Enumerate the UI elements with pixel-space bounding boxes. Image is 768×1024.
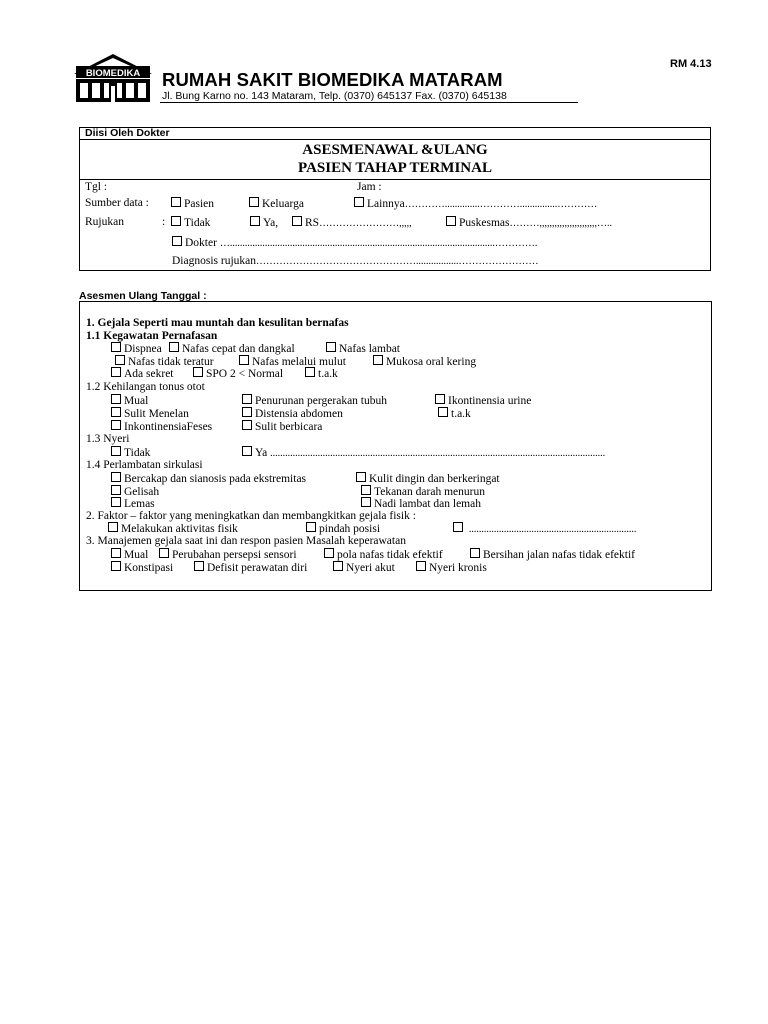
logo-text: BIOMEDIKA (85, 68, 141, 79)
checkbox[interactable] (305, 367, 315, 377)
checkbox[interactable] (111, 367, 121, 377)
referral-diagnosis-field[interactable]: Diagnosis rujukan………………………………………….................…………………… (172, 255, 539, 267)
option-faktor-lainnya[interactable]: ................................................................... (453, 522, 636, 535)
checkbox[interactable] (292, 216, 302, 226)
option-mukosa-oral-kering[interactable]: Mukosa oral kering (373, 355, 476, 368)
referral-option-tidak[interactable]: Tidak (171, 216, 210, 229)
option-tekanan-darah[interactable]: Tekanan darah menurun (361, 485, 485, 498)
question-1-3-title: 1.3 Nyeri (86, 433, 130, 445)
option-spo2[interactable]: SPO 2 < Normal (193, 367, 283, 380)
referral-label: Rujukan (85, 216, 124, 228)
checkbox[interactable] (239, 355, 249, 365)
checkbox[interactable] (250, 216, 260, 226)
box-divider (79, 139, 711, 140)
question-2-title: 2. Faktor – faktor yang meningkatkan dan membangkitkan gejala fisik : (86, 510, 416, 522)
option-nadi-lambat[interactable]: Nadi lambat dan lemah (361, 497, 481, 510)
checkbox[interactable] (171, 197, 181, 207)
option-nyeri-ya[interactable]: Ya ...................................................................................................................................... (242, 446, 605, 459)
option-defisit-perawatan[interactable]: Defisit perawatan diri (194, 561, 307, 574)
option-tak-2[interactable]: t.a.k (438, 407, 471, 420)
option-pola-nafas[interactable]: pola nafas tidak efektif (324, 548, 443, 561)
source-option-keluarga[interactable]: Keluarga (249, 197, 304, 210)
reassessment-date-label: Asesmen Ulang Tanggal : (79, 290, 207, 302)
option-konstipasi[interactable]: Konstipasi (111, 561, 173, 574)
checkbox[interactable] (171, 216, 181, 226)
checkbox[interactable] (242, 407, 252, 417)
question-3-title: 3. Manajemen gejala saat ini dan respon pasien Masalah keperawatan (86, 535, 406, 547)
option-sulit-berbicara[interactable]: Sulit berbicara (242, 420, 322, 433)
option-distensia-abdomen[interactable]: Distensia abdomen (242, 407, 343, 420)
option-ikontinensia-urine[interactable]: Ikontinensia urine (435, 394, 531, 407)
checkbox[interactable] (326, 342, 336, 352)
checkbox[interactable] (356, 472, 366, 482)
option-nyeri-akut[interactable]: Nyeri akut (333, 561, 395, 574)
hospital-logo (72, 52, 154, 104)
checkbox[interactable] (159, 548, 169, 558)
referral-option-dokter[interactable]: Dokter …..........................................................................................................…………. (172, 236, 537, 249)
source-label: Sumber data : (85, 197, 149, 209)
option-mual-3[interactable]: Mual (111, 548, 148, 561)
checkbox[interactable] (193, 367, 203, 377)
option-bersihan-jalan-nafas[interactable]: Bersihan jalan nafas tidak efektif (470, 548, 635, 561)
checkbox[interactable] (324, 548, 334, 558)
option-nafas-lambat[interactable]: Nafas lambat (326, 342, 400, 355)
option-penurunan-pergerakan[interactable]: Penurunan pergerakan tubuh (242, 394, 387, 407)
checkbox[interactable] (242, 420, 252, 430)
box-divider (79, 179, 711, 180)
checkbox[interactable] (111, 407, 121, 417)
checkbox[interactable] (438, 407, 448, 417)
option-nafas-tidak-teratur[interactable]: Nafas tidak teratur (115, 355, 214, 368)
checkbox[interactable] (111, 548, 121, 558)
source-option-pasien[interactable]: Pasien (171, 197, 214, 210)
checkbox[interactable] (242, 446, 252, 456)
checkbox[interactable] (354, 197, 364, 207)
option-dispnea[interactable]: Dispnea (111, 342, 162, 355)
question-1-4-title: 1.4 Perlambatan sirkulasi (86, 459, 203, 471)
source-option-lainnya[interactable]: Lainnya…………..............…………...............………… (354, 197, 597, 210)
option-kulit-dingin[interactable]: Kulit dingin dan berkeringat (356, 472, 500, 485)
checkbox[interactable] (169, 342, 179, 352)
option-tak-1[interactable]: t.a.k (305, 367, 338, 380)
option-aktivitas-fisik[interactable]: Melakukan aktivitas fisik (108, 522, 238, 535)
checkbox[interactable] (373, 355, 383, 365)
option-persepsi-sensori[interactable]: Perubahan persepsi sensori (159, 548, 297, 561)
checkbox[interactable] (306, 522, 316, 532)
checkbox[interactable] (333, 561, 343, 571)
header-divider (160, 102, 578, 103)
checkbox[interactable] (361, 497, 371, 507)
checkbox[interactable] (111, 420, 121, 430)
hospital-address: Jl. Bung Karno no. 143 Mataram, Telp. (0370) 645137 Fax. (0370) 645138 (162, 90, 507, 102)
checkbox[interactable] (416, 561, 426, 571)
checkbox[interactable] (111, 342, 121, 352)
referral-option-puskesmas[interactable]: Puskesmas………,,,,,,,,,,,,,,,,,,,,,,,….. (446, 216, 612, 229)
checkbox[interactable] (111, 485, 121, 495)
hospital-name: RUMAH SAKIT BIOMEDIKA MATARAM (162, 69, 503, 90)
option-nafas-melalui-mulut[interactable]: Nafas melalui mulut (239, 355, 346, 368)
filled-by-label: Diisi Oleh Dokter (85, 127, 170, 139)
option-lemas[interactable]: Lemas (111, 497, 155, 510)
option-nyeri-tidak[interactable]: Tidak (111, 446, 150, 459)
option-nafas-cepat[interactable]: Nafas cepat dan dangkal (169, 342, 295, 355)
form-title-line2: PASIEN TAHAP TERMINAL (298, 160, 492, 176)
checkbox[interactable] (111, 561, 121, 571)
option-ada-sekret[interactable]: Ada sekret (111, 367, 174, 380)
checkbox[interactable] (108, 522, 118, 532)
form-code: RM 4.13 (670, 58, 712, 70)
checkbox[interactable] (111, 394, 121, 404)
question-1-1-title: 1.1 Kegawatan Pernafasan (86, 330, 218, 342)
checkbox[interactable] (453, 522, 463, 532)
option-bercakap-sianosis[interactable]: Bercakap dan sianosis pada ekstremitas (111, 472, 306, 485)
referral-colon: : (162, 216, 166, 228)
option-mual[interactable]: Mual (111, 394, 148, 407)
option-nyeri-kronis[interactable]: Nyeri kronis (416, 561, 487, 574)
date-field-label: Tgl : (85, 181, 108, 193)
checkbox[interactable] (111, 446, 121, 456)
checkbox[interactable] (470, 548, 480, 558)
checkbox[interactable] (111, 472, 121, 482)
time-field-label: Jam : (357, 181, 382, 193)
question-1-2-title: 1.2 Kehilangan tonus otot (86, 381, 205, 393)
option-sulit-menelan[interactable]: Sulit Menelan (111, 407, 189, 420)
referral-option-ya[interactable]: Ya, (250, 216, 278, 229)
checkbox[interactable] (242, 394, 252, 404)
option-inkontinensia-feses[interactable]: InkontinensiaFeses (111, 420, 212, 433)
checkbox[interactable] (361, 485, 371, 495)
checkbox[interactable] (111, 497, 121, 507)
checkbox[interactable] (194, 561, 204, 571)
question-1-title: 1. Gejala Seperti mau muntah dan kesulitan bernafas (86, 317, 349, 329)
checkbox[interactable] (249, 197, 259, 207)
option-gelisah[interactable]: Gelisah (111, 485, 159, 498)
checkbox[interactable] (446, 216, 456, 226)
form-title-line1: ASESMENAWAL &ULANG (302, 142, 488, 158)
checkbox[interactable] (172, 236, 182, 246)
checkbox[interactable] (115, 355, 125, 365)
option-pindah-posisi[interactable]: pindah posisi (306, 522, 380, 535)
checkbox[interactable] (435, 394, 445, 404)
referral-option-rs[interactable]: RS……………………,,,,, (292, 216, 412, 229)
